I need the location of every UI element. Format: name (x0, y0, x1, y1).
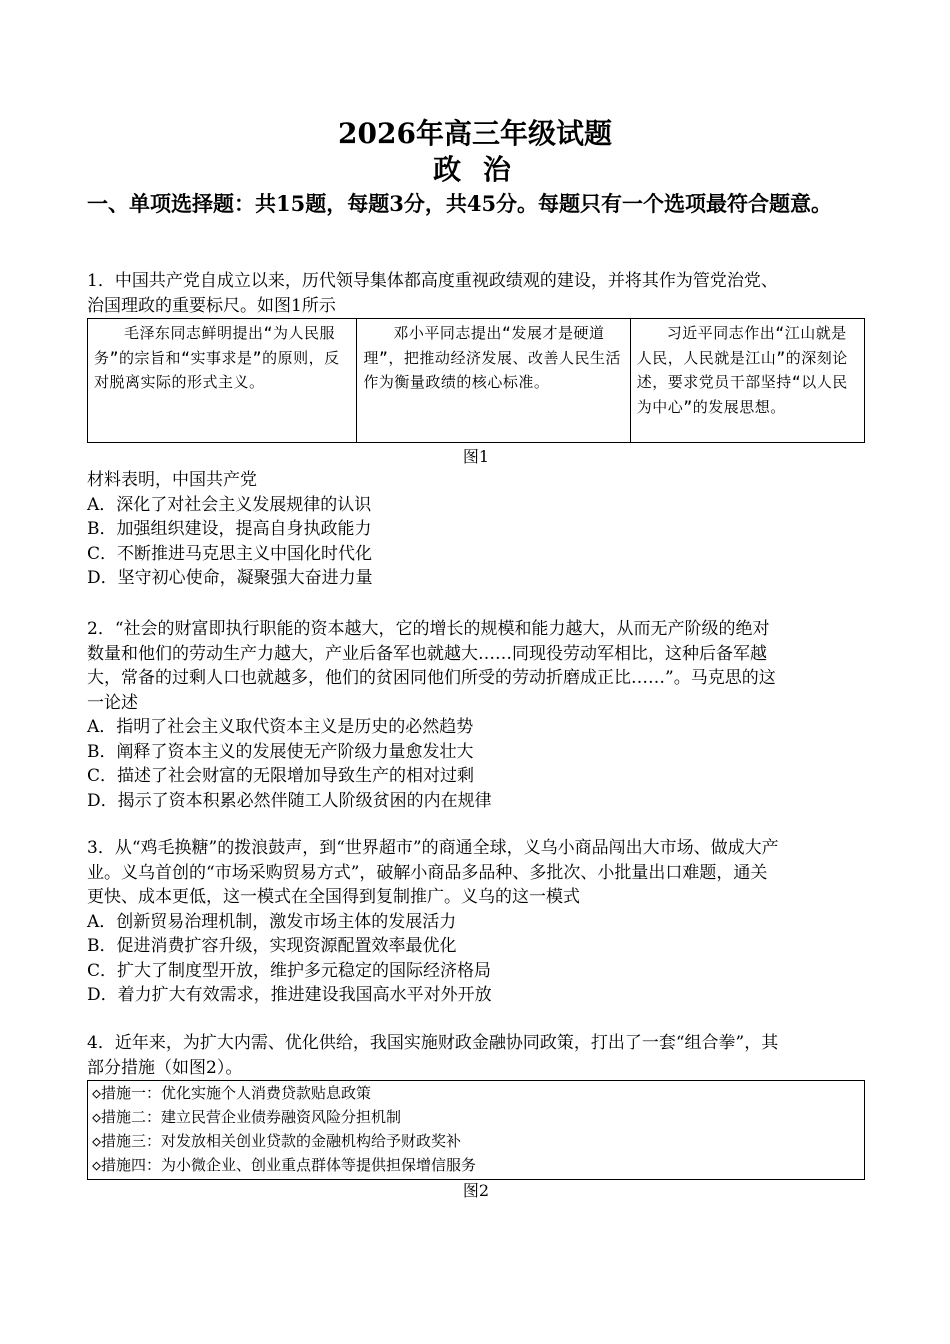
figure-1-table (87, 318, 865, 443)
question-stem-line: 治国理政的重要标尺。如图1所示 (87, 295, 336, 316)
option-b[interactable]: B．加强组织建设，提高自身执政能力 (87, 519, 372, 539)
option-d[interactable]: D．揭示了资本积累必然伴随工人阶级贫困的内在规律 (87, 790, 492, 811)
option-c[interactable]: C．扩大了制度型开放，维护多元稳定的国际经济格局 (87, 960, 492, 981)
measure-item: ◇措施三：对发放相关创业贷款的金融机构给予财政奖补 (92, 1132, 462, 1150)
figure-2-label: 图2 (462, 1181, 490, 1200)
measure-item: ◇措施四：为小微企业、创业重点群体等提供担保增信服务 (92, 1156, 477, 1174)
figure-1-label: 图1 (462, 447, 490, 466)
table-cell-xi: 习近平同志作出“江山就是人民，人民就是江山”的深刻论述，要求党员干部坚持“以人民为中心”的发展思想。 (630, 319, 864, 443)
option-c[interactable]: C．描述了社会财富的无限增加导致生产的相对过剩 (87, 766, 475, 786)
section-heading: 一、单项选择题：共15题，每题3分，共45分。每题只有一个选项最符合题意。 (87, 191, 833, 216)
question-stem-line: 更快、成本更低，这一模式在全国得到复制推广。义乌的这一模式 (87, 887, 580, 907)
exam-title: 2026年高三年级试题 (338, 117, 612, 150)
question-stem-line: 2．“社会的财富即执行职能的资本越大，它的增长的规模和能力越大，从而无产阶级的绝对 (87, 619, 770, 639)
figure-2-box (87, 1080, 865, 1180)
question-1 (87, 269, 865, 591)
question-3 (87, 836, 865, 1008)
question-stem-line: 4．近年来，为扩大内需、优化供给，我国实施财政金融协同政策，打出了一套“组合拳”，其 (87, 1033, 779, 1053)
option-a[interactable]: A．创新贸易治理机制，激发市场主体的发展活力 (87, 911, 457, 932)
subject-title: 政 治 (433, 153, 517, 186)
question-stem-line: 1．中国共产党自成立以来，历代领导集体都高度重视政绩观的建设，并将其作为管党治党、 (87, 271, 778, 291)
table-cell-deng: 邓小平同志提出“发展才是硬道理”，把推动经济发展、改善人民生活作为衡量政绩的核心标准。 (357, 319, 630, 443)
question-stem-line: 3．从“鸡毛换糖”的拨浪鼓声，到“世界超市”的商通全球，义乌小商品闯出大市场、做成大产 (87, 838, 779, 858)
question-stem-line: 部分措施（如图2）。 (87, 1057, 243, 1078)
measure-item: ◇措施一：优化实施个人消费贷款贴息政策 (92, 1084, 372, 1102)
table-cell-mao: 毛泽东同志鲜明提出“为人民服务”的宗旨和“实事求是”的原则，反对脱离实际的形式主义。 (88, 319, 357, 443)
question-4 (87, 1031, 865, 1202)
option-b[interactable]: B．阐释了资本主义的发展使无产阶级力量愈发壮大 (87, 741, 474, 762)
option-a[interactable]: A．指明了社会主义取代资本主义是历史的必然趋势 (87, 717, 474, 737)
option-a[interactable]: A．深化了对社会主义发展规律的认识 (87, 494, 372, 515)
option-b[interactable]: B．促进消费扩容升级，实现资源配置效率最优化 (87, 936, 457, 956)
question-2 (87, 617, 865, 813)
option-d[interactable]: D．着力扩大有效需求，推进建设我国高水平对外开放 (87, 985, 492, 1005)
question-stem-line: 大，常备的过剩人口也就越多，他们的贫困同他们所受的劳动折磨成正比……”。马克思的这 (87, 668, 776, 688)
option-c[interactable]: C．不断推进马克思主义中国化时代化 (87, 543, 373, 564)
question-lead: 材料表明，中国共产党 (87, 470, 257, 490)
question-stem-line: 数量和他们的劳动生产力越大，产业后备军也就越大……同现役劳动军相比，这种后备军越 (87, 643, 767, 664)
measure-item: ◇措施二：建立民营企业债券融资风险分担机制 (92, 1108, 402, 1126)
question-stem-line: 业。义乌首创的“市场采购贸易方式”，破解小商品多品种、多批次、小批量出口难题，通关 (87, 862, 768, 883)
option-d[interactable]: D．坚守初心使命，凝聚强大奋进力量 (87, 568, 373, 588)
question-stem-line: 一论述 (87, 692, 138, 713)
